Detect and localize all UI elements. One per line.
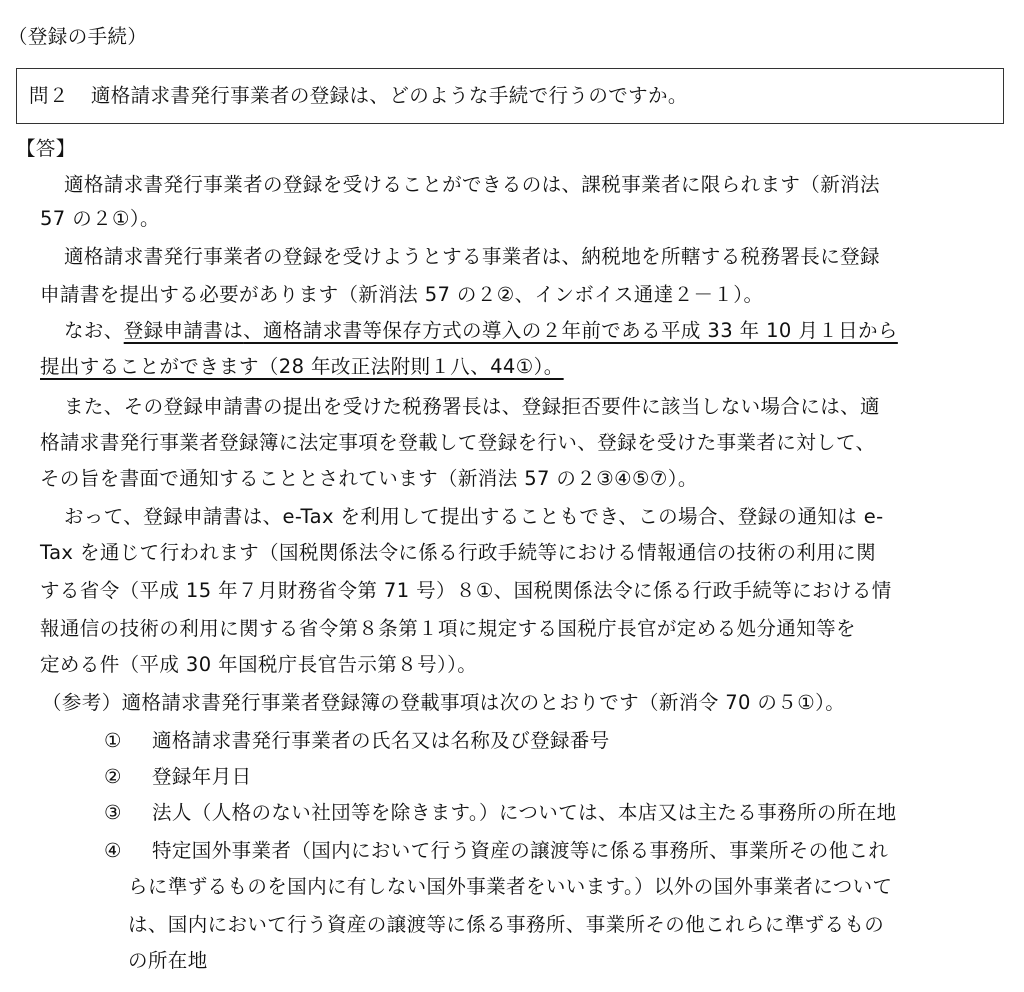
underlined-date: 平成 33 年 10 月１日から — [661, 319, 898, 342]
question-number: 問２ — [29, 84, 69, 107]
paragraph-2-line-2: 申請書を提出する必要があります（新消法 57 の２②、インボイス通達２－１）。 — [40, 283, 764, 306]
question-text: 適格請求書発行事業者の登録は、どのような手続で行うのですか。 — [90, 84, 688, 107]
paragraph-5-line-4: 報通信の技術の利用に関する省令第８条第１項に規定する国税庁長官が定める処分通知等を — [40, 617, 856, 640]
paragraph-1-line-1: 適格請求書発行事業者の登録を受けることができるのは、課税事業者に限られます（新消法 — [64, 173, 880, 196]
reference-item-1-number: ① — [104, 729, 122, 752]
paragraph-4-line-2: 格請求書発行事業者登録簿に法定事項を登載して登録を行い、登録を受けた事業者に対して、 — [40, 431, 876, 454]
answer-label: 【答】 — [16, 137, 76, 160]
paragraph-5-line-5: 定める件（平成 30 年国税庁長官告示第８号））。 — [40, 653, 478, 676]
paragraph-5-line-2: Tax を通じて行われます（国税関係法令に係る行政手続等における情報通信の技術の利用に関 — [40, 541, 876, 564]
paragraph-4-line-1: また、その登録申請書の提出を受けた税務署長は、登録拒否要件に該当しない場合には、適 — [64, 395, 880, 418]
paragraph-1-line-2: 57 の２①）。 — [40, 207, 160, 230]
underlined-system-intro: 、適格請求書等保存方式の導入の２年前である — [243, 319, 662, 342]
reference-item-1-text: 適格請求書発行事業者の氏名又は名称及び登録番号 — [152, 729, 610, 752]
reference-item-2-text: 登録年月日 — [152, 765, 252, 788]
reference-item-3-text: 法人（人格のない社団等を除きます。）については、本店又は主たる事務所の所在地 — [152, 801, 897, 824]
paragraph-5-line-3: する省令（平成 15 年７月財務省令第 71 号）８①、国税関係法令に係る行政手続等における情 — [40, 579, 892, 602]
paragraph-4-line-3: その旨を書面で通知することとされています（新消法 57 の２③④⑤⑦）。 — [40, 467, 698, 490]
question-line — [29, 83, 688, 109]
reference-item-4-continued-2: は、国内において行う資産の譲渡等に係る事務所、事業所その他これらに準ずるもの — [128, 913, 885, 936]
paragraph-3-line-2: 提出することができます（28 年改正法附則１八、44①）。 — [40, 355, 564, 378]
reference-text: （参考）適格請求書発行事業者登録簿の登載事項は次のとおりです（新消令 70 の５①）。 — [42, 691, 846, 714]
reference-item-2-number: ② — [104, 765, 122, 788]
paragraph-3-prefix: なお、 — [64, 319, 124, 342]
reference-item-4-continued-3: の所在地 — [128, 949, 208, 972]
paragraph-3-line-1 — [64, 318, 898, 344]
underlined-application-form: 登録申請書は — [123, 319, 244, 342]
paragraph-5-line-1: おって、登録申請書は、e-Tax を利用して提出することもでき、この場合、登録の通知は e- — [64, 505, 884, 528]
reference-item-3-number: ③ — [104, 801, 122, 824]
question-box — [16, 68, 1004, 124]
section-heading: （登録の手続） — [8, 25, 148, 48]
reference-item-4-text: 特定国外事業者（国内において行う資産の譲渡等に係る事務所、事業所その他これ — [152, 839, 889, 862]
paragraph-2-line-1: 適格請求書発行事業者の登録を受けようとする事業者は、納税地を所轄する税務署長に登録 — [64, 245, 880, 268]
reference-item-4-number: ④ — [104, 839, 122, 862]
reference-item-4-continued-1: らに準ずるものを国内に有しない国外事業者をいいます。）以外の国外事業者について — [128, 875, 893, 898]
